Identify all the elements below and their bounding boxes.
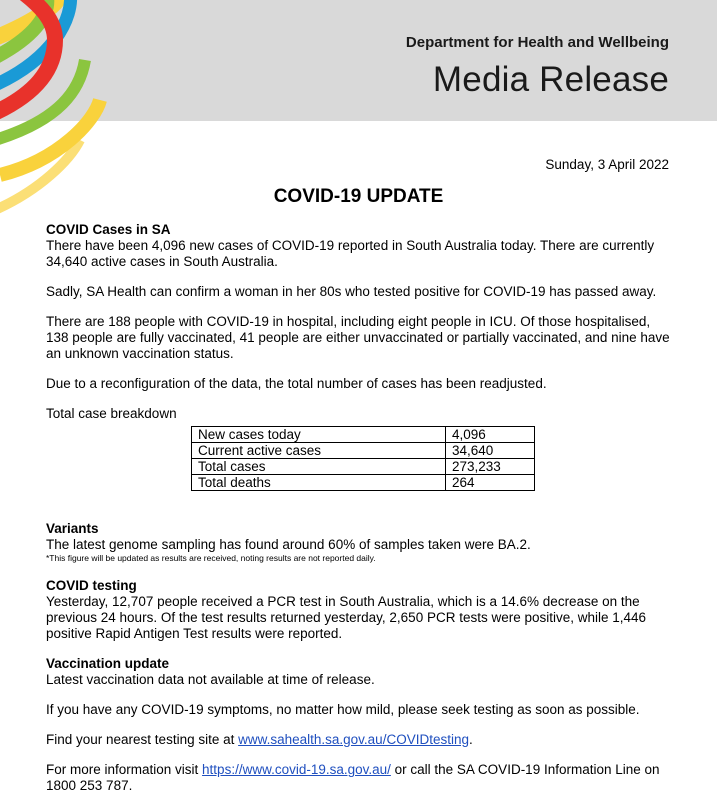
doc-type-title: Media Release [432, 60, 669, 99]
variants-text: The latest genome sampling has found around 60% of samples taken were BA.2. [46, 537, 531, 552]
cases-paragraph-3: There are 188 people with COVID-19 in hospital, including eight people in ICU. Of those hospitalised, 138 people are fully vaccinated, 41 people are either unvaccinated or partially vaccinated, and nine have an unknown vaccination status. [46, 314, 670, 361]
table-row [192, 459, 535, 475]
release-body [46, 222, 676, 808]
vaccination-heading: Vaccination update [46, 656, 170, 671]
testing-heading: COVID testing [46, 578, 137, 593]
table-cell-value: 273,233 [446, 459, 535, 475]
table-cell-label: Total deaths [192, 475, 446, 491]
table-row [192, 427, 535, 443]
table-cell-label: Current active cases [192, 443, 446, 459]
testing-site-suffix: . [468, 732, 473, 747]
table-cell-value: 34,640 [446, 443, 535, 459]
variants-note: *This figure will be updated as results are received, noting results are not reported daily. [46, 553, 376, 563]
release-date: Sunday, 3 April 2022 [545, 157, 669, 172]
table-cell-value: 4,096 [446, 427, 535, 443]
table-cell-label: Total cases [192, 459, 446, 475]
cases-paragraph-1: There have been 4,096 new cases of COVID-19 reported in South Australia today. There are currently 34,640 active cases in South Australia. [46, 238, 655, 269]
case-breakdown-table [191, 426, 535, 491]
department-name: Department for Health and Wellbeing [405, 34, 669, 51]
testing-site-link[interactable]: www.sahealth.sa.gov.au/COVIDtesting [238, 732, 469, 747]
page-title: COVID-19 UPDATE [273, 186, 444, 207]
table-cell-label: New cases today [192, 427, 446, 443]
vaccination-text: Latest vaccination data not available at time of release. [46, 672, 375, 687]
cases-heading: COVID Cases in SA [46, 222, 171, 237]
symptoms-advice: If you have any COVID-19 symptoms, no matter how mild, please seek testing as soon as possible. [46, 702, 640, 717]
testing-site-line [46, 732, 676, 748]
more-info-suffix: or call the SA COVID-19 Information Line on 1800 253 787. [46, 762, 660, 793]
cases-paragraph-4: Due to a reconfiguration of the data, the total number of cases has been readjusted. [46, 376, 547, 391]
table-row [192, 475, 535, 491]
table-cell-value: 264 [446, 475, 535, 491]
testing-site-prefix: Find your nearest testing site at [46, 732, 239, 747]
testing-text: Yesterday, 12,707 people received a PCR test in South Australia, which is a 14.6% decrease on the previous 24 hours. Of the test results returned yesterday, 2,650 PCR tests were positive, while 1,446 positive Rapid Antigen Test results were reported. [46, 594, 647, 641]
covid-website-link[interactable]: https://www.covid-19.sa.gov.au/ [202, 762, 391, 777]
header-banner [0, 0, 717, 121]
table-row [192, 443, 535, 459]
more-info-line [46, 762, 676, 794]
variants-heading: Variants [46, 521, 99, 536]
more-info-prefix: For more information visit [46, 762, 203, 777]
cases-paragraph-2: Sadly, SA Health can confirm a woman in her 80s who tested positive for COVID-19 has passed away. [46, 284, 657, 299]
table-caption: Total case breakdown [46, 406, 177, 421]
